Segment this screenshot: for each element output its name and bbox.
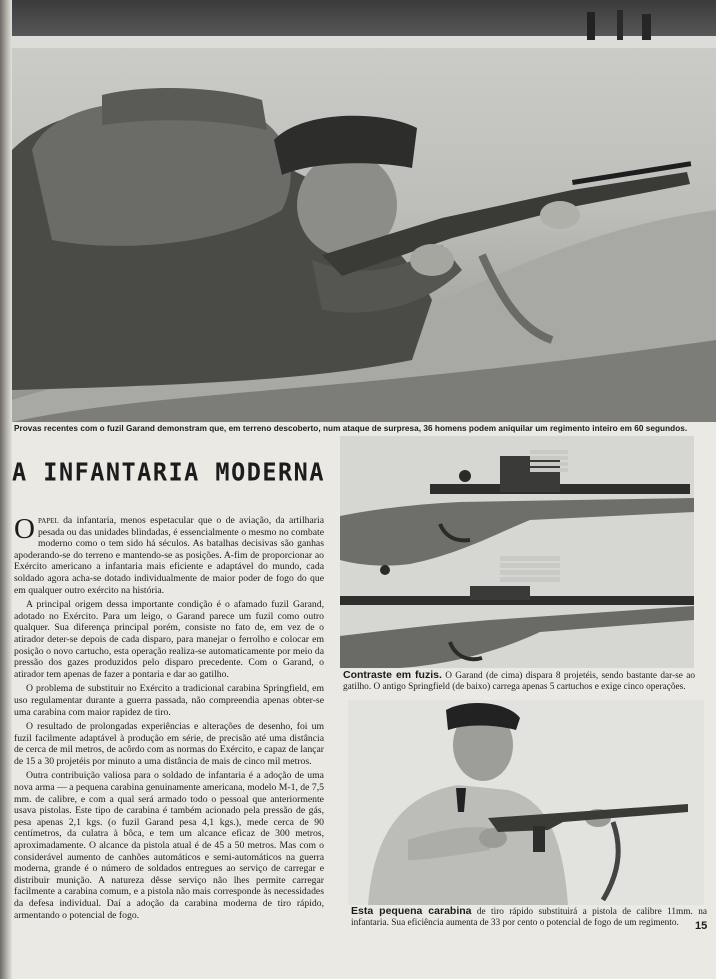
article-paragraph-3: O problema de substituir no Exército a tradicional carabina Springfield, em uso regulamentar durante a guerra passada, não compreendia apenas obter-se uma carabina com maior rapidez de tiro. — [14, 683, 324, 718]
lead-word: papel — [37, 515, 59, 526]
article-paragraph-4: O resultado de prolongadas experiências e alterações de desenho, foi um fuzil facilmente adaptável à produção em série, de precisão até uma distância de cerca de mil metros, de acôrdo com as normas do Exército, e capaz de lançar de 15 a 30 projetéis por minuto a uma distância de mais de cinco mil metros. — [14, 721, 324, 767]
paragraph-1-text: da infantaria, menos espetacular que o de aviação, da artilharia pesada ou das unidades blindadas, é essencialmente o mesmo no combate moderno como o tem sido há séculos. As batalhas decisivas são ganhas apoderando-se do terreno e mantendo-se as posições. A-fim de proporcionar ao Exército americano a infantaria mais eficiente e adaptável do mundo, cada soldado agora acha-se dotado individualmente de maior poder de fogo do que em qualquer outro exército na história. — [14, 515, 324, 596]
page-number: 15 — [695, 920, 708, 932]
rifles-caption-text: O Garand (de cima) dispara 8 projetéis, sendo bastante dar-se ao gatilho. O antigo Springfield (de baixo) carrega apenas 5 cartuchos e exige cinco operações. — [343, 671, 695, 692]
article-paragraph-1 — [14, 515, 324, 596]
officer-caption-title: Esta pequena carabina — [351, 905, 472, 917]
hero-photo-caption: Provas recentes com o fuzil Garand demonstram que, em terreno descoberto, num ataque de surpresa, 36 homens podem aniquilar um regimento inteiro em 60 segundos. — [14, 424, 688, 433]
officer-caption-text: de tiro rápido substituirá a pistola de calibre 11mm. na infantaria. Sua eficiência aumenta de 33 por cento o potencial de fogo de um regimento. — [351, 907, 707, 928]
article-headline: A INFANTARIA MODERNA — [12, 457, 325, 487]
article-body — [14, 515, 324, 924]
article-paragraph-5: Outra contribuição valiosa para o soldado de infantaria é a adoção de uma nova arma — a pequena carabina genuinamente americana, modelo M-1, de 7,5 mm. de calibre, e com a qual será armado todo o pessoal que anteriormente usava pistolas. Este tipo de carabina é também acionado pela pressão de gás, pesa apenas 2,1 kgs. (o fuzil Garand pesa 4,1 kgs.), mede cerca de 90 centímetros, da culatra à bôca, e tem um alcance eficaz de 300 metros, aproximadamente. O alcance da pistola atual é de 45 a 50 metros. Mas com o considerável aumento de canhões automáticos e semi-automáticos na guerra moderna, grande é o número de soldados entregues ao serviço de carregar e distribuir munição. A natureza dêsse serviço não lhes permite carregar facilmente a carabina comum, e a pistola não mais corresponde às necessidades da defesa individual. Daí a adoção da carabina moderna de tiro rápido, armentando o potencial de fogo. — [14, 770, 324, 921]
rifles-comparison-photo — [340, 436, 694, 668]
hero-photo-soldier-rifle — [12, 0, 716, 422]
rifles-caption — [343, 670, 695, 693]
officer-carbine-photo — [348, 700, 704, 905]
article-paragraph-2: A principal origem dessa importante condição é o afamado fuzil Garand, adotado no Exército. Para um leigo, o Garand parece um fuzil como outro qualquer. Sua diferença principal porém, consiste no fato de, em vez de o atirador deter-se depois de cada disparo, para manejar o ferrolho e colocar em posição o novo cartucho, esta operação realiza-se automaticamente por meio da pressão dos gazes produzidos pelo disparo precedente. Com o Garand, o atirador tem apenas de fazer a pontaria e dar ao gatilho. — [14, 599, 324, 680]
rifles-caption-title: Contraste em fuzis. — [343, 669, 442, 681]
officer-caption — [351, 906, 707, 929]
book-spine-shadow — [0, 0, 12, 979]
drop-cap: O — [14, 513, 35, 545]
